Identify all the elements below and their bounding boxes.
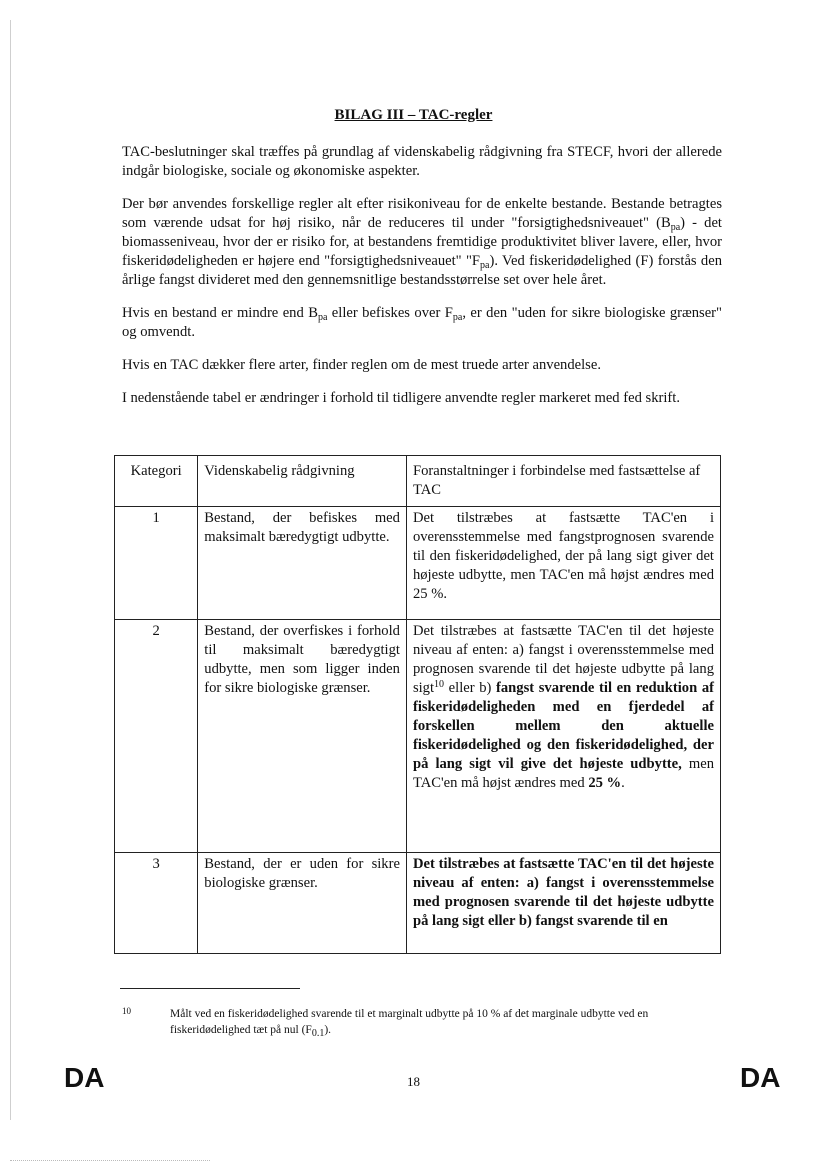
category-cell: 1	[115, 507, 198, 620]
measure-text-d: .	[621, 775, 625, 791]
measure-cell: Det tilstræbes at fastsætte TAC'en i overensstemmelse med fangstprognosen svarende til den fiskeridødelighed, der på lang sigt giver det højeste udbytte, men TAC'en må højst ændres med 25 %.	[406, 507, 720, 620]
paragraph-4	[122, 356, 722, 375]
table-row	[115, 853, 721, 954]
paragraph-4-text: Hvis en TAC dækker flere arter, finder reglen om de mest truede arter anvendelse.	[122, 357, 601, 373]
scan-dotted-edge	[10, 1160, 210, 1161]
intro-body	[122, 143, 722, 422]
header-category: Kategori	[115, 456, 198, 507]
paragraph-3-text-b: eller befiskes over F	[327, 305, 453, 321]
footnote-number: 10	[122, 1006, 131, 1016]
measure-bold-text: Det tilstræbes at fastsætte TAC'en til det højeste niveau af enten: a) fangst i overensstemmelse med prognosen svarende til det højeste udbytte på lang sigt eller b) fangst svarende til en	[412, 856, 714, 929]
advice-cell: Bestand, der befiskes med maksimalt bæredygtigt udbytte.	[198, 507, 407, 620]
subscript-pa: pa	[452, 312, 463, 323]
subscript-pa: pa	[670, 222, 681, 233]
scan-edge-line	[10, 20, 11, 1120]
measure-text-c: men TAC'en må højst ændres med	[412, 756, 714, 791]
footnote-text	[170, 1006, 730, 1038]
category-cell: 3	[115, 853, 198, 954]
paragraph-2-text-a: Der bør anvendes forskellige regler alt efter risikoniveau for de enkelte bestande. Bestande betragtes som værende udsat for høj risiko, når de reduceres til under "forsigtighedsniveauet" (B	[122, 196, 722, 231]
annex-title: BILAG III – TAC-regler	[334, 107, 493, 123]
header-scientific-advice: Videnskabelig rådgivning	[198, 456, 407, 507]
page-number: 18	[407, 1074, 420, 1089]
paragraph-3	[122, 304, 722, 342]
language-code-left: DA	[64, 1062, 105, 1093]
paragraph-3-text-a: Hvis en bestand er mindre end B	[122, 305, 318, 321]
table-header-row	[115, 456, 721, 507]
advice-cell: Bestand, der overfiskes i forhold til maksimalt bæredygtigt udbytte, men som ligger inden for sikre biologiske grænser.	[198, 620, 407, 853]
measure-cell	[406, 620, 720, 853]
header-measures: Foranstaltninger i forbindelse med fastsættelse af TAC	[406, 456, 720, 507]
category-cell: 2	[115, 620, 198, 853]
measure-cell	[406, 853, 720, 954]
table-row	[115, 507, 721, 620]
measure-bold-percent: 25 %	[588, 775, 622, 791]
footnote-ref: 10	[434, 679, 445, 690]
paragraph-5-text: I nedenstående tabel er ændringer i forhold til tidligere anvendte regler markeret med fed skrift.	[122, 390, 680, 406]
subscript-pa: pa	[480, 260, 490, 271]
paragraph-1	[122, 143, 722, 181]
footnote-separator	[120, 988, 300, 989]
measure-bold-change: fangst svarende til en reduktion af fiskeridødeligheden med en fjerdedel af forskellen mellem den aktuelle fiskeridødelighed og den fiskeridødelighed, der på lang sigt vil give det højeste udbytte,	[412, 680, 714, 772]
subscript-pa: pa	[317, 312, 328, 323]
paragraph-2-text-c: ). Ved fiskeridødelighed (F) forstås den årlige fangst divideret med den gennemsnitlige bestandsstørrelse set over hele året.	[122, 253, 722, 288]
table-row	[115, 620, 721, 853]
advice-cell: Bestand, der er uden for sikre biologiske grænser.	[198, 853, 407, 954]
paragraph-1-text: TAC-beslutninger skal træffes på grundlag af videnskabelig rådgivning fra STECF, hvori der allerede indgår biologiske, sociale og økonomiske aspekter.	[122, 144, 722, 179]
paragraph-5	[122, 389, 722, 408]
paragraph-3-text-c: , er den "uden for sikre biologiske grænser" og omvendt.	[122, 305, 723, 340]
tac-rules-table	[114, 455, 721, 954]
footnote-subscript: 0.1	[311, 1028, 325, 1039]
paragraph-2-text-b: ) - det biomasseniveau, hvor der er risiko for, at bestandens fremtidige produktivitet bliver lavere, eller, hvor fiskeridødeligheden er højere end "forsigtighedsniveauet" "F	[122, 215, 722, 269]
footnote-text-a: Målt ved en fiskeridødelighed svarende til et marginalt udbytte på 10 % af det marginale udbytte ved en fiskeridødelighed tæt på nul (F	[170, 1008, 649, 1036]
footnote-text-b: ).	[324, 1024, 332, 1036]
language-code-right: DA	[740, 1062, 781, 1093]
measure-text-a: Det tilstræbes at fastsætte TAC'en til det højeste niveau af enten: a) fangst i overensstemmelse med prognosen svarende til det højeste udbytte på lang sigt	[412, 623, 714, 696]
measure-text-b: eller b)	[444, 680, 496, 696]
paragraph-2	[122, 195, 722, 290]
